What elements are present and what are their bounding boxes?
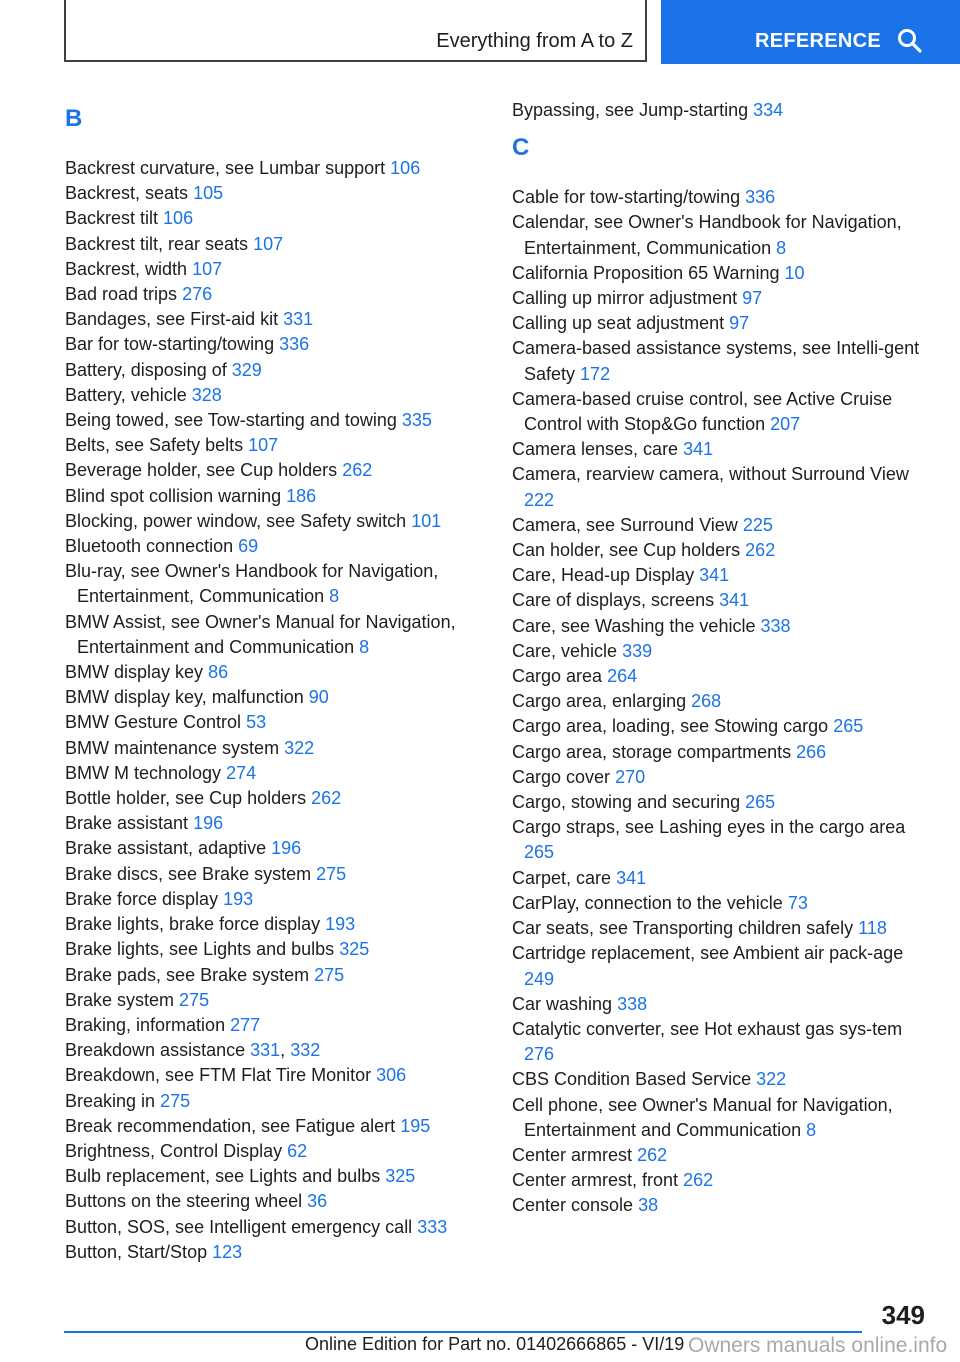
index-entry — [512, 1067, 932, 1092]
page-link[interactable]: 196 — [271, 838, 302, 859]
index-entry-text: Center console — [512, 1195, 634, 1216]
index-entry — [65, 836, 495, 861]
page-link[interactable]: 328 — [191, 384, 222, 405]
index-entry-text: Buttons on the steering wheel — [65, 1191, 303, 1212]
index-entry-text: Cargo straps, see Lashing eyes in the cargo area — [512, 817, 906, 838]
index-entry-text: Brake lights, see Lights and bulbs — [65, 939, 335, 960]
index-entry-text: California Proposition 65 Warning — [512, 262, 780, 283]
page-link[interactable]: 262 — [637, 1144, 668, 1165]
index-entry — [65, 433, 495, 458]
page-link[interactable]: 334 — [753, 100, 784, 120]
page-link[interactable]: 118 — [858, 918, 887, 939]
page-link[interactable]: 339 — [622, 640, 653, 661]
index-entry — [65, 1215, 495, 1240]
index-entry — [65, 988, 495, 1013]
page-link[interactable]: 196 — [193, 813, 224, 834]
index-entry — [65, 685, 495, 710]
page-link[interactable]: 275 — [179, 989, 210, 1010]
index-entry-text: Care, Head-up Display — [512, 565, 695, 586]
index-entry: Breakdown assistance 331, 332 — [65, 1040, 321, 1061]
index-entry — [65, 1063, 495, 1088]
index-entry — [65, 509, 495, 534]
index-entry — [512, 714, 932, 739]
index-entry — [65, 1189, 495, 1214]
index-entry-text: BMW Assist, see Owner's Manual for Navigation, Entertainment and Communication — [65, 611, 456, 657]
page-link[interactable]: 207 — [770, 414, 801, 435]
index-entry — [65, 761, 495, 786]
index-entry — [512, 941, 932, 991]
page-link[interactable]: 8 — [776, 237, 787, 258]
index-entry — [512, 210, 932, 260]
index-entry-text: Being towed, see Tow-starting and towing — [65, 410, 397, 431]
index-entry-text: Bad road trips — [65, 284, 178, 305]
page-link[interactable]: 262 — [683, 1170, 714, 1191]
page-link[interactable]: 69 — [238, 536, 259, 557]
index-entry — [65, 484, 495, 509]
page-link[interactable]: 275 — [314, 964, 345, 985]
index-entry-text: Backrest tilt — [65, 208, 159, 229]
index-entry — [512, 1168, 932, 1193]
page-link[interactable]: 277 — [230, 1014, 261, 1035]
page-link[interactable]: 338 — [617, 993, 648, 1014]
page-link[interactable]: 123 — [212, 1241, 243, 1262]
index-entry-text: Camera lenses, care — [512, 439, 679, 460]
page-link[interactable]: 101 — [411, 510, 442, 531]
page-link[interactable]: 265 — [524, 842, 555, 863]
page-link[interactable]: 275 — [160, 1090, 191, 1111]
page-link[interactable]: 172 — [580, 363, 611, 384]
page-link[interactable]: 336 — [745, 187, 776, 208]
page-link[interactable]: 106 — [163, 208, 194, 229]
page-link[interactable]: 322 — [284, 737, 315, 758]
index-entry — [65, 534, 495, 559]
index-entry-text: Brake discs, see Brake system — [65, 863, 312, 884]
index-entry-text: Cell phone, see Owner's Manual for Navigation, Entertainment and Communication — [512, 1094, 893, 1140]
page-link[interactable]: 90 — [308, 687, 329, 708]
page-link[interactable]: 329 — [231, 359, 262, 380]
index-entry — [512, 261, 932, 286]
page-link[interactable]: 325 — [339, 939, 370, 960]
index-entry — [65, 383, 495, 408]
page-link[interactable]: 225 — [742, 514, 773, 535]
index-entry-text: Brightness, Control Display — [65, 1140, 283, 1161]
index-entry — [512, 462, 932, 512]
index-entry — [65, 1089, 495, 1114]
index-entry-text: Bluetooth connection — [65, 536, 234, 557]
index-entry — [512, 790, 932, 815]
index-entry — [65, 156, 495, 181]
index-entry-text: Calling up mirror adjustment — [512, 288, 738, 309]
index-entry — [65, 1139, 495, 1164]
index-entry — [512, 1143, 932, 1168]
index-entry-text: Blind spot collision warning — [65, 485, 282, 506]
index-entry — [65, 710, 495, 735]
index-entry — [512, 387, 932, 437]
index-entry — [65, 736, 495, 761]
index-entry — [512, 185, 932, 210]
index-entry-text: Backrest, width — [65, 258, 188, 279]
index-entry-text: Bypassing, see Jump-starting — [512, 100, 749, 120]
page-link[interactable]: 97 — [742, 288, 763, 309]
page-link[interactable]: 265 — [745, 792, 776, 813]
index-entry — [512, 513, 932, 538]
index-entry — [512, 563, 932, 588]
section-header — [64, 0, 647, 62]
index-entry-text: Backrest, seats — [65, 183, 189, 204]
index-entry-text: Brake lights, brake force display — [65, 914, 321, 935]
index-entry — [512, 336, 932, 386]
index-entry-text: Button, SOS, see Intelligent emergency call — [65, 1216, 413, 1237]
page-link[interactable]: 195 — [400, 1115, 431, 1136]
index-entry — [512, 916, 932, 941]
index-entry — [512, 765, 932, 790]
index-entry-text: Cargo cover — [512, 766, 611, 787]
index-entry-text: Car seats, see Transporting children safely — [512, 918, 854, 939]
page-link[interactable]: 331 — [250, 1040, 281, 1061]
index-entry — [512, 1017, 932, 1067]
index-entry — [512, 614, 932, 639]
index-entry-text: Cargo, stowing and securing — [512, 792, 741, 813]
index-entry-text: Camera, see Surround View — [512, 514, 738, 535]
index-entry — [512, 538, 932, 563]
index-entry — [512, 1193, 932, 1218]
section-title: Everything from A to Z — [436, 30, 633, 52]
page-link[interactable]: 107 — [192, 258, 223, 279]
index-entry-text: Breakdown assistance — [65, 1040, 246, 1061]
page-link[interactable]: 106 — [390, 158, 421, 178]
index-entry — [512, 866, 932, 891]
page-link[interactable]: 193 — [325, 914, 356, 935]
page-link[interactable]: 222 — [524, 489, 555, 510]
page-link[interactable]: 341 — [683, 439, 714, 460]
page-link[interactable]: 264 — [607, 666, 638, 687]
page-link[interactable]: 325 — [385, 1166, 416, 1187]
index-entry — [65, 660, 495, 685]
page-link[interactable]: 341 — [699, 565, 730, 586]
index-entry — [512, 98, 932, 123]
page-link[interactable]: 276 — [182, 284, 213, 305]
index-column-right — [512, 98, 932, 1219]
index-entry — [65, 862, 495, 887]
index-entry-text: Cartridge replacement, see Ambient air pack-age — [512, 943, 904, 964]
page-link[interactable]: 8 — [806, 1119, 817, 1140]
index-entry — [65, 458, 495, 483]
index-entry — [65, 1013, 495, 1038]
index-entry — [512, 1093, 932, 1143]
index-entry — [65, 1164, 495, 1189]
index-entry — [512, 815, 932, 865]
index-entry-text: Blu-ray, see Owner's Handbook for Navigation, Entertainment, Communication — [65, 561, 439, 607]
page-link[interactable]: 73 — [787, 892, 808, 913]
index-entry-text: Care, see Washing the vehicle — [512, 615, 756, 636]
index-entry-text: Calling up seat adjustment — [512, 313, 725, 334]
index-entry — [65, 610, 495, 660]
reference-tab[interactable] — [661, 0, 960, 64]
page-link[interactable]: 276 — [524, 1044, 555, 1065]
page-link[interactable]: 266 — [796, 741, 827, 762]
index-entry — [65, 257, 495, 282]
index-entry — [65, 912, 495, 937]
edition-text: Online Edition for Part no. 01402666865 - VI/19 — [305, 1334, 685, 1354]
page-link[interactable]: 8 — [329, 586, 340, 607]
index-entry-text: Breaking in — [65, 1090, 156, 1111]
index-letter-heading: B — [65, 105, 83, 132]
page-link[interactable]: 331 — [283, 309, 314, 330]
index-entry — [65, 937, 495, 962]
index-entry — [65, 307, 495, 332]
index-entry-text: Brake force display — [65, 888, 219, 909]
index-entry — [65, 232, 495, 257]
index-entry — [65, 1114, 495, 1139]
page-link[interactable]: 62 — [287, 1140, 308, 1161]
index-entry — [65, 811, 495, 836]
page-link[interactable]: 335 — [401, 410, 432, 431]
index-entry — [512, 740, 932, 765]
index-entry-text: BMW maintenance system — [65, 737, 280, 758]
index-entry-text: BMW Gesture Control — [65, 712, 242, 733]
page-link[interactable]: 262 — [745, 540, 776, 561]
index-entry-text: Bottle holder, see Cup holders — [65, 788, 307, 809]
index-entry-text: Carpet, care — [512, 867, 612, 888]
index-entry-text: Backrest curvature, see Lumbar support — [65, 158, 386, 178]
page-link[interactable]: 270 — [615, 766, 646, 787]
index-entry-text: Cargo area, loading, see Stowing cargo — [512, 716, 829, 737]
index-entry-text: Cargo area, enlarging — [512, 691, 687, 712]
index-entry-text: BMW display key, malfunction — [65, 687, 304, 708]
index-entry — [65, 358, 495, 383]
index-entry-text: Cargo area — [512, 666, 603, 687]
index-entry-text: Bulb replacement, see Lights and bulbs — [65, 1166, 381, 1187]
index-entry-text: Center armrest, front — [512, 1170, 679, 1191]
index-entry-text: Calendar, see Owner's Handbook for Navigation, Entertainment, Communication — [512, 212, 902, 258]
page-link[interactable]: 274 — [226, 762, 257, 783]
index-entry-text: Breakdown, see FTM Flat Tire Monitor — [65, 1065, 372, 1086]
index-entry — [512, 286, 932, 311]
index-entry — [512, 437, 932, 462]
index-entry-text: Belts, see Safety belts — [65, 435, 244, 456]
index-entry — [65, 181, 495, 206]
index-entry-text: Break recommendation, see Fatigue alert — [65, 1115, 396, 1136]
page-link[interactable]: 341 — [719, 590, 750, 611]
page-link[interactable]: 38 — [638, 1195, 659, 1216]
index-entry — [512, 992, 932, 1017]
page-link[interactable]: 10 — [784, 262, 805, 283]
footer-divider — [64, 1331, 862, 1333]
page-link[interactable]: 338 — [760, 615, 791, 636]
index-entry-text: Battery, disposing of — [65, 359, 227, 380]
index-entry — [65, 282, 495, 307]
index-entry-text: Camera, rearview camera, without Surround View — [512, 464, 909, 485]
index-entry-text: CBS Condition Based Service — [512, 1069, 752, 1090]
index-entry-text: Care, vehicle — [512, 640, 618, 661]
index-entry — [65, 559, 495, 609]
page-link[interactable]: 336 — [279, 334, 310, 355]
index-entry-text: Blocking, power window, see Safety switch — [65, 510, 407, 531]
page-link[interactable]: 262 — [311, 788, 342, 809]
index-entry — [512, 311, 932, 336]
index-entry-text: Center armrest — [512, 1144, 633, 1165]
page-link[interactable]: 107 — [248, 435, 279, 456]
index-entry-text: Catalytic converter, see Hot exhaust gas sys-tem — [512, 1018, 903, 1039]
page-link[interactable]: 333 — [417, 1216, 448, 1237]
index-entry-text: Car washing — [512, 993, 613, 1014]
index-column-left — [65, 98, 495, 1265]
index-entry — [65, 887, 495, 912]
index-letter-heading: C — [512, 134, 530, 162]
index-entry-text: Beverage holder, see Cup holders — [65, 460, 338, 481]
page-link[interactable]: 275 — [316, 863, 347, 884]
index-entry-text: Brake assistant, adaptive — [65, 838, 267, 859]
page-link[interactable]: 86 — [208, 662, 229, 683]
index-entry — [65, 206, 495, 231]
index-entry — [65, 332, 495, 357]
index-entry — [512, 639, 932, 664]
index-entry — [65, 786, 495, 811]
index-entry-text: Brake system — [65, 989, 175, 1010]
index-entry — [512, 664, 932, 689]
index-entry-text: Brake assistant — [65, 813, 189, 834]
index-entry-text: Camera-based cruise control, see Active Cruise Control with Stop&Go function — [512, 388, 893, 435]
index-entry-text: Braking, information — [65, 1014, 226, 1035]
page-link[interactable]: 341 — [616, 867, 647, 888]
index-entry-text: Care of displays, screens — [512, 590, 715, 611]
page-link[interactable]: 306 — [376, 1065, 407, 1086]
page-link[interactable]: 36 — [307, 1191, 328, 1212]
index-entry-text: Backrest tilt, rear seats — [65, 233, 249, 254]
index-entry — [65, 963, 495, 988]
page-link[interactable]: 105 — [193, 183, 224, 204]
index-entry-text: BMW M technology — [65, 762, 222, 783]
index-entry — [65, 408, 495, 433]
reference-label: REFERENCE — [755, 30, 882, 52]
page-link[interactable]: 332 — [290, 1040, 321, 1061]
index-entry — [65, 1240, 495, 1265]
page-link[interactable]: 107 — [253, 233, 284, 254]
page-link[interactable]: 193 — [223, 888, 254, 909]
index-entry-text: Button, Start/Stop — [65, 1241, 208, 1262]
page-link[interactable]: 186 — [286, 485, 317, 506]
index-entry-text: Cable for tow-starting/towing — [512, 187, 741, 208]
index-entry-text: BMW display key — [65, 662, 204, 683]
index-entry — [512, 891, 932, 916]
index-entry-text: Brake pads, see Brake system — [65, 964, 310, 985]
index-entry-text: Cargo area, storage compartments — [512, 741, 792, 762]
index-entry-text: Battery, vehicle — [65, 384, 187, 405]
page-link[interactable]: 265 — [833, 716, 864, 737]
index-entry-text: Bandages, see First-aid kit — [65, 309, 279, 330]
index-entry-text: Camera-based assistance systems, see Intelli-gent Safety — [512, 338, 920, 384]
index-entry — [512, 588, 932, 613]
page-link[interactable]: 53 — [246, 712, 267, 733]
page-link[interactable]: 322 — [756, 1069, 787, 1090]
index-entry-text: Can holder, see Cup holders — [512, 540, 741, 561]
index-entry-text: CarPlay, connection to the vehicle — [512, 892, 783, 913]
search-icon[interactable] — [897, 28, 923, 54]
page-link[interactable]: 262 — [342, 460, 373, 481]
index-entry — [512, 689, 932, 714]
page-link[interactable]: 268 — [691, 691, 722, 712]
page-number: 349 — [881, 1300, 925, 1330]
index-entry-text: Bar for tow-starting/towing — [65, 334, 275, 355]
watermark: Owners manuals online.info — [688, 1334, 948, 1357]
page-link[interactable]: 8 — [359, 636, 370, 657]
page-link[interactable]: 97 — [729, 313, 750, 334]
page-link[interactable]: 249 — [524, 968, 555, 989]
